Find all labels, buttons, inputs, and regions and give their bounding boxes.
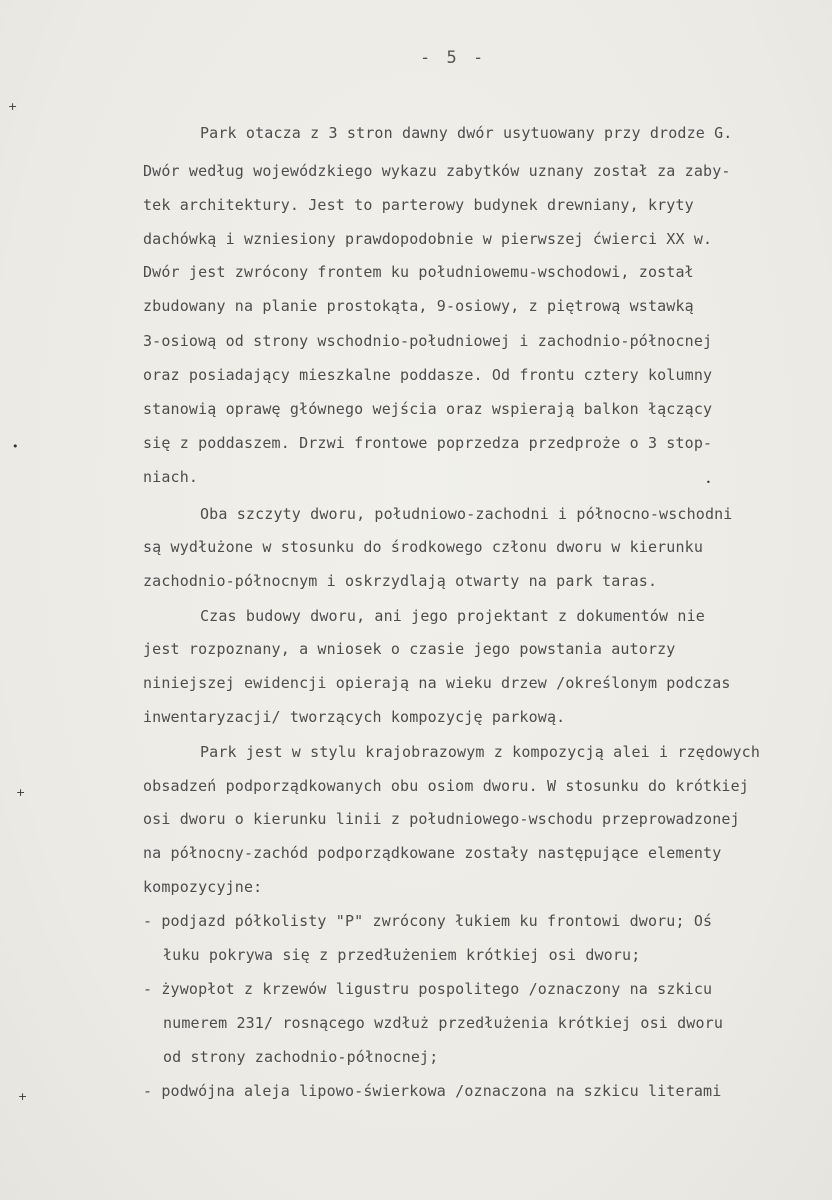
text-line: kompozycyjne:	[143, 878, 263, 896]
text-line: niach.	[143, 468, 199, 486]
text-line: jest rozpoznany, a wniosek o czasie jego powstania autorzy	[143, 640, 676, 658]
text-line: - podjazd półkolisty "P" zwrócony łukiem ku frontowi dworu; Oś	[143, 912, 713, 930]
text-line: 3-osiową od strony wschodnio-południowej i zachodnio-północnej	[143, 332, 713, 350]
text-line: stanowią oprawę głównego wejścia oraz wspierają balkon łączący	[143, 400, 713, 418]
text-line: od strony zachodnio-północnej;	[163, 1048, 439, 1066]
text-line: na północny-zachód podporządkowane zostały następujące elementy	[143, 844, 722, 862]
binding-mark-icon: +	[18, 1090, 28, 1103]
text-line: - podwójna aleja lipowo-świerkowa /oznaczona na szkicu literami	[143, 1082, 722, 1100]
text-line: niniejszej ewidencji opierają na wieku drzew /określonym podczas	[143, 674, 731, 692]
text-line: się z poddaszem. Drzwi frontowe poprzedza przedproże o 3 stop-	[143, 434, 713, 452]
text-line: obsadzeń podporządkowanych obu osiom dworu. W stosunku do krótkiej	[143, 777, 749, 795]
page-number: - 5 -	[420, 48, 487, 68]
text-line: tek architektury. Jest to parterowy budynek drewniany, kryty	[143, 196, 694, 214]
text-line: osi dworu o kierunku linii z południowego-wschodu przeprowadzonej	[143, 810, 740, 828]
text-line: zachodnio-północnym i oskrzydlają otwarty na park taras.	[143, 572, 658, 590]
text-line: zbudowany na planie prostokąta, 9-osiowy, z piętrową wstawką	[143, 297, 694, 315]
binding-mark-icon: •	[12, 440, 19, 453]
text-line: Oba szczyty dworu, południowo-zachodni i północno-wschodni	[200, 505, 733, 523]
text-line: Park jest w stylu krajobrazowym z kompozycją alei i rzędowych	[200, 743, 761, 761]
text-line: Park otacza z 3 stron dawny dwór usytuowany przy drodze G.	[200, 124, 733, 142]
text-line: Dwór jest zwrócony frontem ku południowemu-wschodowi, został	[143, 263, 694, 281]
text-line: inwentaryzacji/ tworzących kompozycję parkową.	[143, 708, 566, 726]
binding-mark-icon: +	[16, 786, 26, 799]
text-line: Czas budowy dworu, ani jego projektant z dokumentów nie	[200, 607, 705, 625]
text-line: Dwór według wojewódzkiego wykazu zabytków uznany został za zaby-	[143, 162, 731, 180]
text-line: są wydłużone w stosunku do środkowego członu dworu w kierunku	[143, 538, 704, 556]
text-line: numerem 231/ rosnącego wzdłuż przedłużenia krótkiej osi dworu	[163, 1014, 724, 1032]
text-line: - żywopłot z krzewów ligustru pospolitego /oznaczony na szkicu	[143, 980, 713, 998]
speck-mark-icon: •	[706, 478, 711, 487]
text-line: oraz posiadający mieszkalne poddasze. Od frontu cztery kolumny	[143, 366, 713, 384]
text-line: łuku pokrywa się z przedłużeniem krótkiej osi dworu;	[163, 946, 641, 964]
text-line: dachówką i wzniesiony prawdopodobnie w pierwszej ćwierci XX w.	[143, 230, 713, 248]
binding-mark-icon: +	[8, 100, 18, 113]
